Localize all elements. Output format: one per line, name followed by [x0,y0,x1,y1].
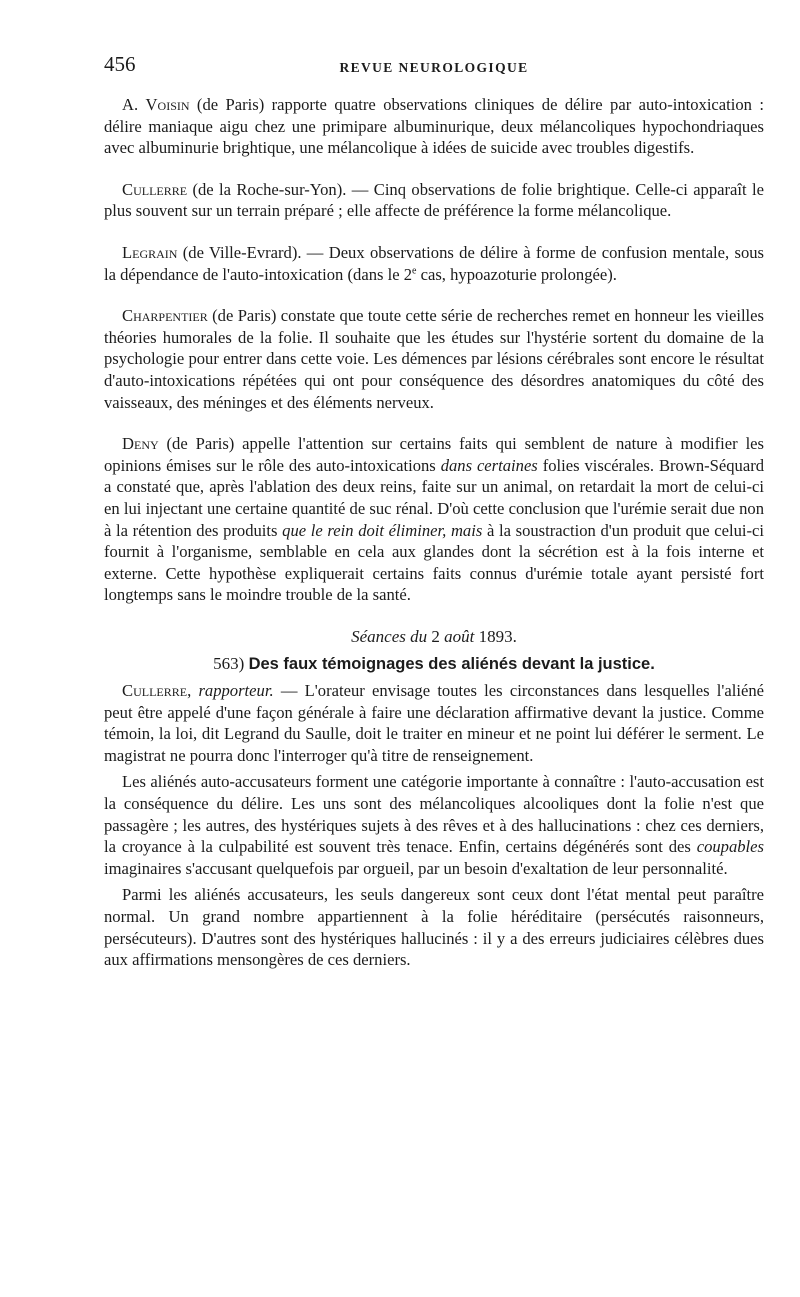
italic-text: dans certaines [440,455,538,475]
session-day: 2 [427,626,445,646]
author-role: rapporteur. [198,681,274,701]
paragraph-text: imaginaires s'accusant quelquefois par orgueil, par un besoin d'exaltation de leur personnalité. [104,858,728,878]
running-head: REVUE NEUROLOGIQUE [339,60,529,75]
paragraph-cullerre [104,179,764,222]
paragraph-text: (de Paris) rapporte quatre observations cliniques de délire par auto-intoxication : délire maniaque aigu chez une primipare albuminurique, deux mélancoliques hypochondriaques avec albuminurie brightique, une mélancolique à idées de suicide avec troubles digestifs. [104,95,764,158]
session-label: Séances du [351,626,428,646]
session-month: août [444,626,475,646]
paragraph-legrain [104,242,764,285]
paragraph-text: Parmi les aliénés accusateurs, les seuls dangereux sont ceux dont l'état mental peut paraître normal. Un grand nombre appartiennent à la folie héréditaire (persécutés raisonneurs, persécuteurs). D'autres sont des hystériques hallucinés : il y a des erreurs judiciaires célèbres dues aux affirmations mensongères de ces derniers. [104,885,764,970]
author-name: Deny [122,434,159,454]
paragraph-text: (de Ville-Evrard). — Deux observations de délire à forme de confusion mentale, sous la dépendance de l'auto-intoxication (dans le 2 [104,242,764,284]
paragraph-text: — L'orateur envisage toutes les circonstances dans lesquelles l'aliéné peut être appelé d'une façon générale à faire une déclaration affirmative devant la justice. Comme témoin, la loi, dit Legrand du Saulle, doit le traiter en mineur et ne point lui déférer le serment. Le magistrat ne pourra donc l'interroger qu'à titre de renseignement. [104,681,765,765]
page-header [104,52,764,82]
paragraph-text: (de la Roche-sur-Yon). — Cinq observations de folie brightique. Celle-ci apparaît le plus souvent sur un terrain préparé ; elle affecte de préférence la forme mélancolique. [104,179,764,221]
paragraph-text: Les aliénés auto-accusateurs forment une catégorie importante à connaître : l'auto-accusation est la conséquence du délire. Les uns sont des mélancoliques alcooliques dont la folie n'est que passagère ; les autres, des hystériques sujets à des rêves et à des hallucinations : chez ces derniers, la croyance à la culpabilité est souvent très tenace. Enfin, certains dégénérés sont des [104,772,764,857]
article-number: 563) [213,654,249,674]
paragraph-text: (de Paris) constate que toute cette série de recherches remet en honneur les vieilles théories humorales de la folie. Il souhaite que les études sur l'hystérie sortent du domaine de la psychologie pour entrer dans cette voie. Les démences par lésions cérébrales sont encore le résultat d'auto-intoxications répétées qui ont pour conséquence des désordres anatomiques du côté des vaisseaux, des méninges et des éléments nerveux. [104,306,764,412]
italic-text: coupables [696,837,764,857]
author-name: Voisin [145,95,190,114]
paragraph-voisin [104,94,764,159]
paragraph-text: (de Paris) appelle l'attention sur certains faits qui semblent de nature à modifier les opinions émises sur le rôle des auto-intoxications [104,434,764,475]
paragraph-accusateurs [104,884,764,970]
paragraph-auto-accusateurs [104,771,764,879]
paragraph-text: folies viscérales. Brown-Séquard a constaté que, après l'ablation des deux reins, faite sur un animal, on retardait la mort de celui-ci en lui injectant une certaine quantité de suc rénal. D'où cette conclusion que l'urémie serait due non à la rétention des produits [104,455,765,540]
paragraph-lead: A. [122,95,146,114]
paragraph-text: cas, hypoazoturie prolongée). [416,264,617,284]
page-number: 456 [104,52,136,76]
article-heading [104,653,764,676]
paragraph-deny [104,433,764,606]
author-name: Charpentier [122,306,208,326]
session-heading [104,626,764,648]
italic-text: que le rein doit éliminer, mais [282,520,483,540]
author-name: Cullerre [122,179,188,199]
session-year: 1893. [474,626,517,646]
paragraph-charpentier [104,305,764,413]
paragraph-text: à la soustraction d'un produit que celui-ci fournit à l'organisme, semblable en cela aux glandes dont la sécrétion est à la fois interne et externe. Cette hypothèse expliquerait certains faits connus d'urémie totale ayant persisté fort longtemps sans le moindre trouble de la santé. [104,520,764,605]
author-name: Legrain [122,242,178,262]
article-title: Des faux témoignages des aliénés devant la justice. [248,655,655,674]
author-name: Cullerre [122,681,188,701]
superscript: e [412,265,417,277]
paragraph-rapporteur: Cullerre, rapporteur. — L'orateur envisage toutes les circonstances dans lesquelles l'aliéné peut être appelé d'une façon générale à faire une déclaration affirmative devant la justice. Comme témoin, la loi, dit Legrand du Saulle, doit le traiter en mineur et ne point lui déférer le serment. Le magistrat ne pourra donc l'interroger qu'à titre de renseignement. [104,681,765,765]
page-body [104,94,764,971]
